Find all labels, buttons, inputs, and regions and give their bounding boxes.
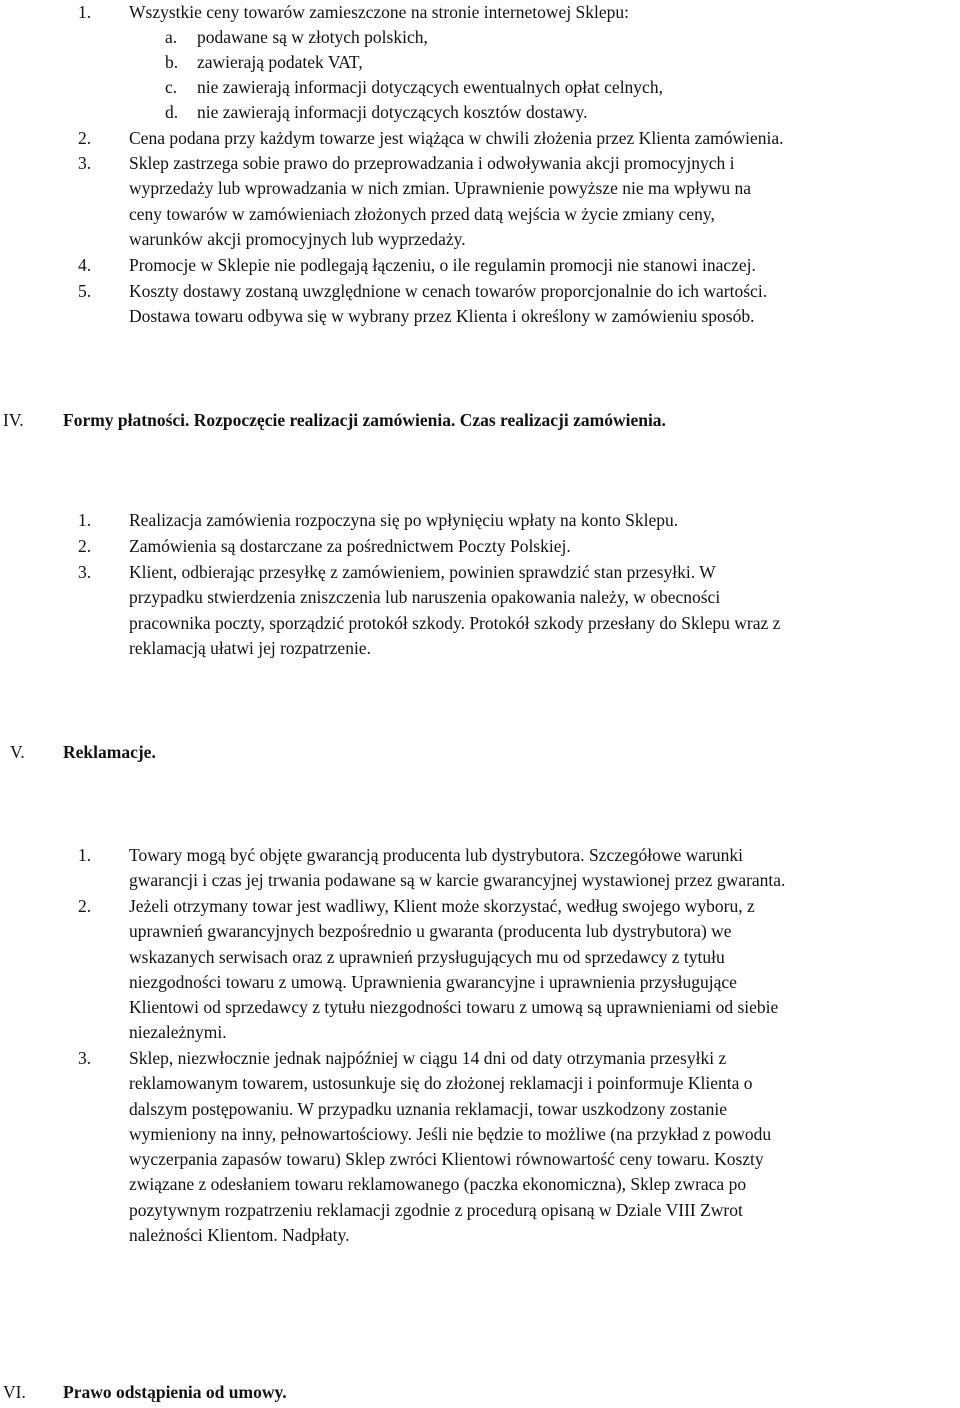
- text-line: Klientowi od sprzedawcy z tytułu niezgodności towaru z umową są uprawnieniami od siebie: [129, 997, 779, 1018]
- text-line: uprawnień gwarancyjnych bezpośrednio u gwaranta (producenta lub dystrybutora) we: [129, 921, 732, 942]
- section-number: VI.: [3, 1382, 26, 1402]
- text-line: Wszystkie ceny towarów zamieszczone na stronie internetowej Sklepu:: [129, 2, 630, 22]
- text-line: Cena podana przy każdym towarze jest wiążąca w chwili złożenia przez Klienta zamówienia.: [129, 128, 784, 148]
- text-line: gwarancji i czas jej trwania podawane są w karcie gwarancyjnej wystawionej przez gwaranta.: [129, 870, 786, 891]
- text-line: pozytywnym rozpatrzeniu reklamacji zgodnie z procedurą opisaną w Dziale VIII Zwrot: [129, 1199, 743, 1220]
- text-line: związane z odesłaniem towaru reklamowanego (paczka ekonomiczna), Sklep zwraca po: [129, 1174, 747, 1195]
- list-number: 3.: [78, 1048, 92, 1068]
- sub-list-text: nie zawierają informacji dotyczących kosztów dostawy.: [197, 102, 588, 122]
- text-line: pracownika poczty, sporządzić protokół szkody. Protokół szkody przesłany do Sklepu wraz z: [129, 612, 781, 633]
- text-line: Sklep, niezwłocznie jednak najpóźniej w ciągu 14 dni od daty otrzymania przesyłki z: [129, 1048, 727, 1068]
- sub-list-letter: c.: [165, 77, 178, 97]
- text-line: warunków akcji promocyjnych lub wyprzedaży.: [129, 228, 466, 249]
- list-number: 2.: [78, 128, 92, 148]
- section-number: V.: [10, 742, 25, 762]
- list-text: [129, 151, 960, 252]
- list-text: [129, 1046, 960, 1248]
- text-line: Realizacja zamówienia rozpoczyna się po wpłynięciu wpłaty na konto Sklepu.: [129, 510, 679, 530]
- list-text: [129, 560, 960, 661]
- text-line: niezgodności towaru z umową. Uprawnienia gwarancyjne i uprawnienia przysługujące: [129, 971, 737, 992]
- text-line: reklamowanym towarem, ustosunkuje się do złożonej reklamacji i poinformuje Klienta o: [129, 1073, 753, 1094]
- list-number: 1.: [78, 845, 92, 865]
- section-title: Formy płatności. Rozpoczęcie realizacji zamówienia. Czas realizacji zamówienia.: [63, 410, 666, 430]
- text-line: reklamacją ułatwi jej rozpatrzenie.: [129, 637, 371, 658]
- text-line: wymieniony na inny, pełnowartościowy. Jeśli nie będzie to możliwe (na przykład z powodu: [129, 1123, 772, 1144]
- list-text: [129, 534, 960, 559]
- list-text: [129, 253, 960, 278]
- sub-list-text: zawierają podatek VAT,: [197, 52, 363, 72]
- sub-list-letter: b.: [165, 52, 179, 72]
- list-number: 3.: [78, 562, 92, 582]
- list-text: [129, 843, 960, 894]
- list-text: [129, 0, 960, 25]
- list-number: 2.: [78, 896, 92, 916]
- text-line: Jeżeli otrzymany towar jest wadliwy, Klient może skorzystać, według swojego wyboru, z: [129, 896, 755, 916]
- text-line: dalszym postępowaniu. W przypadku uznania reklamacji, towar uszkodzony zostanie: [129, 1098, 728, 1119]
- list-number: 3.: [78, 153, 92, 173]
- list-text: [129, 126, 960, 151]
- sub-list-letter: d.: [165, 102, 179, 122]
- section-title: Reklamacje.: [63, 742, 156, 762]
- list-number: 4.: [78, 255, 92, 275]
- list-text: [129, 508, 960, 533]
- text-line: Koszty dostawy zostaną uwzględnione w cenach towarów proporcjonalnie do ich wartości.: [129, 281, 768, 301]
- section-number: IV.: [3, 410, 24, 430]
- text-line: Zamówienia są dostarczane za pośrednictwem Poczty Polskiej.: [129, 536, 571, 556]
- section-title: Prawo odstąpienia od umowy.: [63, 1382, 287, 1402]
- list-number: 2.: [78, 536, 92, 556]
- text-line: Towary mogą być objęte gwarancją producenta lub dystrybutora. Szczegółowe warunki: [129, 845, 743, 865]
- text-line: wskazanych serwisach oraz z uprawnień przysługujących mu od sprzedawcy z tytułu: [129, 946, 725, 967]
- sub-list-text: podawane są w złotych polskich,: [197, 27, 428, 47]
- text-line: wyprzedaży lub wprowadzania w nich zmian. Uprawnienie powyższe nie ma wpływu na: [129, 178, 752, 199]
- sub-list-text: nie zawierają informacji dotyczących ewentualnych opłat celnych,: [197, 77, 663, 97]
- list-number: 1.: [78, 2, 92, 22]
- list-text: [129, 279, 960, 330]
- text-line: Klient, odbierając przesyłkę z zamówieniem, powinien sprawdzić stan przesyłki. W: [129, 562, 716, 582]
- list-text: [129, 894, 960, 1046]
- text-line: Promocje w Sklepie nie podlegają łączeniu, o ile regulamin promocji nie stanowi inaczej.: [129, 255, 756, 275]
- text-line: ceny towarów w zamówieniach złożonych przed datą wejścia w życie zmiany ceny,: [129, 203, 715, 224]
- text-line: Sklep zastrzega sobie prawo do przeprowadzania i odwoływania akcji promocyjnych i: [129, 153, 735, 173]
- text-line: przypadku stwierdzenia zniszczenia lub naruszenia opakowania należy, w obecności: [129, 587, 721, 608]
- text-line: należności Klientom. Nadpłaty.: [129, 1225, 350, 1246]
- text-line: Dostawa towaru odbywa się w wybrany przez Klienta i określony w zamówieniu sposób.: [129, 306, 755, 327]
- text-line: niezależnymi.: [129, 1022, 227, 1043]
- list-number: 5.: [78, 281, 92, 301]
- list-number: 1.: [78, 510, 92, 530]
- text-line: wyczerpania zapasów towaru) Sklep zwróci Klientowi równowartość ceny towaru. Koszty: [129, 1149, 764, 1170]
- sub-list-letter: a.: [165, 27, 178, 47]
